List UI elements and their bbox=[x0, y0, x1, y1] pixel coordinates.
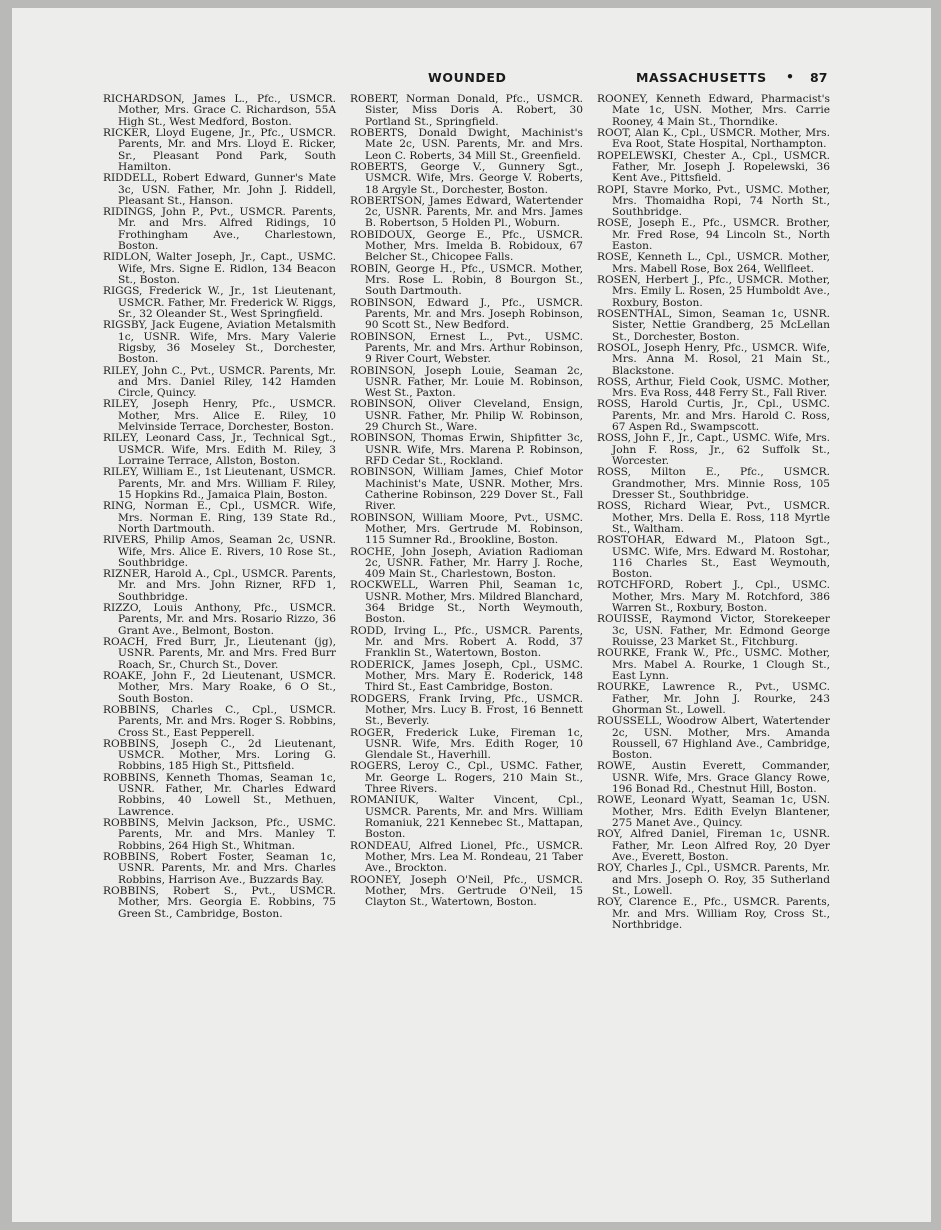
casualty-entry: ROBERTSON, James Edward, Watertender 2c, USNR. Parents, Mr. and Mrs. James B. Robertson, 5 Holden Pl., Woburn. bbox=[350, 194, 583, 230]
casualty-entry: RIZZO, Louis Anthony, Pfc., USMCR. Parents, Mr. and Mrs. Rosario Rizzo, 36 Grant Ave., Belmont, Boston. bbox=[103, 602, 336, 637]
casualty-entry: ROBBINS, Joseph C., 2d Lieutenant, USMCR. Mother, Mrs. Loring G. Robbins, 185 High St., Pittsfield. bbox=[103, 737, 336, 773]
casualty-entry: ROY, Clarence E., Pfc., USMCR. Parents, Mr. and Mrs. William Roy, Cross St., Northbridge. bbox=[597, 896, 830, 931]
casualty-entry: RILEY, William E., 1st Lieutenant, USMCR. Parents, Mr. and Mrs. William F. Riley, 15 Hopkins Rd., Jamaica Plain, Boston. bbox=[103, 466, 336, 501]
casualty-entry: ROUISSE, Raymond Victor, Storekeeper 3c, USN. Father, Mr. Edmond George Rouisse, 23 Market St., Fitchburg. bbox=[597, 613, 830, 648]
casualty-entry: ROBERTS, George V., Gunnery Sgt., USMCR. Wife, Mrs. George V. Roberts, 18 Argyle St., Dorchester, Boston. bbox=[350, 160, 583, 196]
casualty-entry: ROSENTHAL, Simon, Seaman 1c, USNR. Sister, Nettie Grandberg, 25 McLellan St., Dorchester, Boston. bbox=[597, 307, 830, 343]
casualty-entry: RICHARDSON, James L., Pfc., USMCR. Mother, Mrs. Grace C. Richardson, 55A High St., West Medford, Boston. bbox=[103, 93, 336, 128]
casualty-entry: ROSS, Arthur, Field Cook, USMC. Mother, Mrs. Eva Ross, 448 Ferry St., Fall River. bbox=[597, 375, 830, 400]
casualty-entry: RIGGS, Frederick W., Jr., 1st Lieutenant, USMCR. Father, Mr. Frederick W. Riggs, Sr., 32 Oleander St., West Springfield. bbox=[103, 285, 336, 320]
casualty-entry: ROSTOHAR, Edward M., Platoon Sgt., USMC. Wife, Mrs. Edward M. Rostohar, 116 Charles St., East Weymouth, Boston. bbox=[597, 534, 830, 581]
casualty-entry: ROBINSON, Ernest L., Pvt., USMC. Parents, Mr. and Mrs. Arthur Robinson, 9 River Court, Webster. bbox=[350, 330, 583, 366]
casualty-entry: ROSS, Milton E., Pfc., USMCR. Grandmother, Mrs. Minnie Ross, 105 Dresser St., Southbridge. bbox=[597, 466, 830, 501]
casualty-entry: ROBINSON, Joseph Louie, Seaman 2c, USNR. Father, Mr. Louie M. Robinson, West St., Paxton. bbox=[350, 364, 583, 400]
casualty-entry: ROBINSON, William James, Chief Motor Machinist's Mate, USNR. Mother, Mrs. Catherine Robinson, 229 Dover St., Fall River. bbox=[350, 466, 583, 513]
casualty-entry: ROPELEWSKI, Chester A., Cpl., USMCR. Father, Mr. Joseph J. Ropelewski, 36 Kent Ave., Pittsfield. bbox=[597, 149, 830, 185]
running-head bbox=[0, 70, 941, 88]
casualty-entry: ROSOL, Joseph Henry, Pfc., USMCR. Wife, Mrs. Anna M. Rosol, 21 Main St., Blackstone. bbox=[597, 341, 830, 377]
casualty-entry: ROCHE, John Joseph, Aviation Radioman 2c, USNR. Father, Mr. Harry J. Roche, 409 Main St., Charlestown, Boston. bbox=[350, 545, 583, 581]
casualty-entry: RIZNER, Harold A., Cpl., USMCR. Parents, Mr. and Mrs. John Rizner, RFD 1, Southbridge. bbox=[103, 568, 336, 603]
casualty-entry: ROSE, Joseph E., Pfc., USMCR. Brother, Mr. Fred Rose, 94 Lincoln St., North Easton. bbox=[597, 217, 830, 253]
casualty-entry: RIDLON, Walter Joseph, Jr., Capt., USMC. Wife, Mrs. Signe E. Ridlon, 134 Beacon St., Boston. bbox=[103, 251, 336, 286]
casualty-entry: ROSE, Kenneth L., Cpl., USMCR. Mother, Mrs. Mabell Rose, Box 264, Wellfleet. bbox=[597, 251, 830, 275]
casualty-entry: ROBIDOUX, George E., Pfc., USMCR. Mother, Mrs. Imelda B. Robidoux, 67 Belcher St., Chicopee Falls. bbox=[350, 228, 583, 264]
casualty-entry: ROY, Charles J., Cpl., USMCR. Parents, Mr. and Mrs. Joseph O. Roy, 35 Sutherland St., Lowell. bbox=[597, 862, 830, 897]
casualty-entry: ROBBINS, Robert S., Pvt., USMCR. Mother, Mrs. Georgia E. Robbins, 75 Green St., Cambridge, Boston. bbox=[103, 884, 336, 920]
column-right bbox=[597, 94, 830, 931]
casualty-entry: ROURKE, Frank W., Pfc., USMC. Mother, Mrs. Mabel A. Rourke, 1 Clough St., East Lynn. bbox=[597, 647, 830, 682]
casualty-entry: ROOT, Alan K., Cpl., USMCR. Mother, Mrs. Eva Root, State Hospital, Northampton. bbox=[597, 126, 830, 151]
casualty-entry: ROUSSELL, Woodrow Albert, Watertender 2c, USN. Mother, Mrs. Amanda Roussell, 67 Highland Ave., Cambridge, Boston. bbox=[597, 715, 830, 762]
casualty-entry: RILEY, John C., Pvt., USMCR. Parents, Mr. and Mrs. Daniel Riley, 142 Hamden Circle, Quincy. bbox=[103, 364, 336, 400]
casualty-entry: ROBINSON, Edward J., Pfc., USMCR. Parents, Mr. and Mrs. Joseph Robinson, 90 Scott St., New Bedford. bbox=[350, 296, 583, 332]
column-left bbox=[103, 94, 336, 920]
casualty-entry: ROMANIUK, Walter Vincent, Cpl., USMCR. Parents, Mr. and Mrs. William Romaniuk, 221 Kennebec St., Mattapan, Boston. bbox=[350, 794, 583, 841]
casualty-entry: ROBINSON, Thomas Erwin, Shipfitter 3c, USNR. Wife, Mrs. Marena P. Robinson, RFD Cedar St., Rockland. bbox=[350, 432, 583, 467]
casualty-entry: ROTCHFORD, Robert J., Cpl., USMC. Mother, Mrs. Mary M. Rotchford, 386 Warren St., Roxbury, Boston. bbox=[597, 579, 830, 615]
casualty-entry: ROSS, John F., Jr., Capt., USMC. Wife, Mrs. John F. Ross, Jr., 62 Suffolk St., Worcester. bbox=[597, 432, 830, 467]
casualty-entry: ROAKE, John F., 2d Lieutenant, USMCR. Mother, Mrs. Mary Roake, 6 O St., South Boston. bbox=[103, 669, 336, 705]
casualty-entry: RIGSBY, Jack Eugene, Aviation Metalsmith 1c, USNR. Wife, Mrs. Mary Valerie Rigsby, 36 Moseley St., Dorchester, Boston. bbox=[103, 319, 336, 366]
casualty-entry: ROBINSON, William Moore, Pvt., USMC. Mother, Mrs. Gertrude M. Robinson, 115 Sumner Rd., Brookline, Boston. bbox=[350, 511, 583, 547]
casualty-entry: RIDINGS, John P., Pvt., USMCR. Parents, Mr. and Mrs. Alfred Ridings, 10 Frothingham Ave., Charlestown, Boston. bbox=[103, 206, 336, 253]
casualty-entry: RODGERS, Frank Irving, Pfc., USMCR. Mother, Mrs. Lucy B. Frost, 16 Bennett St., Beverly. bbox=[350, 692, 583, 728]
casualty-entry: ROBERT, Norman Donald, Pfc., USMCR. Sister, Miss Doris A. Robert, 30 Portland St., Springfield. bbox=[350, 93, 583, 128]
casualty-entry: RODD, Irving L., Pfc., USMCR. Parents, Mr. and Mrs. Robert A. Rodd, 37 Franklin St., Watertown, Boston. bbox=[350, 624, 583, 660]
casualty-entry: RING, Norman E., Cpl., USMCR. Wife, Mrs. Norman E. Ring, 139 State Rd., North Dartmouth. bbox=[103, 500, 336, 535]
casualty-entry: ROSS, Richard Wiear, Pvt., USMCR. Mother, Mrs. Della E. Ross, 118 Myrtle St., Waltham. bbox=[597, 500, 830, 535]
casualty-entry: ROSEN, Herbert J., Pfc., USMCR. Mother, Mrs. Emily L. Rosen, 25 Humboldt Ave., Roxbury, Boston. bbox=[597, 274, 830, 309]
casualty-entry: RIVERS, Philip Amos, Seaman 2c, USNR. Wife, Mrs. Alice E. Rivers, 10 Rose St., Southbridge. bbox=[103, 534, 336, 569]
casualty-entry: RILEY, Leonard Cass, Jr., Technical Sgt., USMCR. Wife, Mrs. Edith M. Riley, 3 Lorraine Terrace, Allston, Boston. bbox=[103, 432, 336, 467]
casualty-entry: RONDEAU, Alfred Lionel, Pfc., USMCR. Mother, Mrs. Lea M. Rondeau, 21 Taber Ave., Brockton. bbox=[350, 839, 583, 875]
state-title: MASSACHUSETTS bbox=[636, 70, 767, 85]
casualty-entry: ROONEY, Kenneth Edward, Pharmacist's Mate 1c, USN. Mother, Mrs. Carrie Rooney, 4 Main St., Thorndike. bbox=[597, 93, 830, 128]
casualty-entry: ROWE, Austin Everett, Commander, USNR. Wife, Mrs. Grace Glancy Rowe, 196 Bonad Rd., Chestnut Hill, Boston. bbox=[597, 760, 830, 796]
casualty-entry: ROSS, Harold Curtis, Jr., Cpl., USMC. Parents, Mr. and Mrs. Harold C. Ross, 67 Aspen Rd., Swampscott. bbox=[597, 398, 830, 434]
casualty-entry: ROACH, Fred Burr, Jr., Lieutenant (jg), USNR. Parents, Mr. and Mrs. Fred Burr Roach, Sr., Church St., Dover. bbox=[103, 636, 336, 671]
casualty-entry: ROBBINS, Robert Foster, Seaman 1c, USNR. Parents, Mr. and Mrs. Charles Robbins, Harrison Ave., Buzzards Bay. bbox=[103, 850, 336, 886]
casualty-entry: ROCKWELL, Warren Phil, Seaman 1c, USNR. Mother, Mrs. Mildred Blanchard, 364 Bridge St., North Weymouth, Boston. bbox=[350, 579, 583, 626]
header-bullet: • bbox=[786, 69, 795, 84]
casualty-entry: ROGERS, Leroy C., Cpl., USMC. Father, Mr. George L. Rogers, 210 Main St., Three Rivers. bbox=[350, 760, 583, 796]
casualty-entry: ROPI, Stavre Morko, Pvt., USMC. Mother, Mrs. Thomaidha Ropi, 74 North St., Southbridge. bbox=[597, 183, 830, 219]
casualty-entry: ROURKE, Lawrence R., Pvt., USMC. Father, Mr. John J. Rourke, 243 Ghorman St., Lowell. bbox=[597, 681, 830, 716]
page-number: 87 bbox=[810, 70, 828, 85]
casualty-entry: RIDDELL, Robert Edward, Gunner's Mate 3c, USN. Father, Mr. John J. Riddell, Pleasant St., Hanson. bbox=[103, 172, 336, 207]
casualty-entry: ROONEY, Joseph O'Neil, Pfc., USMCR. Mother, Mrs. Gertrude O'Neil, 15 Clayton St., Watertown, Boston. bbox=[350, 873, 583, 909]
section-title: WOUNDED bbox=[428, 70, 507, 85]
casualty-entry: ROBBINS, Kenneth Thomas, Seaman 1c, USNR. Father, Mr. Charles Edward Robbins, 40 Lowell St., Methuen, Lawrence. bbox=[103, 771, 336, 818]
casualty-entry: ROBBINS, Melvin Jackson, Pfc., USMC. Parents, Mr. and Mrs. Manley T. Robbins, 264 High St., Whitman. bbox=[103, 817, 336, 852]
casualty-entry: ROBINSON, Oliver Cleveland, Ensign, USNR. Father, Mr. Philip W. Robinson, 29 Church St., Ware. bbox=[350, 398, 583, 434]
column-middle bbox=[350, 94, 583, 909]
casualty-entry: ROGER, Frederick Luke, Fireman 1c, USNR. Wife, Mrs. Edith Roger, 10 Glendale St., Haverhill. bbox=[350, 726, 583, 762]
casualty-entry: RILEY, Joseph Henry, Pfc., USMCR. Mother, Mrs. Alice E. Riley, 10 Melvinside Terrace, Dorchester, Boston. bbox=[103, 398, 336, 434]
casualty-entry: ROY, Alfred Daniel, Fireman 1c, USNR. Father, Mr. Leon Alfred Roy, 20 Dyer Ave., Everett, Boston. bbox=[597, 828, 830, 863]
casualty-entry: ROWE, Leonard Wyatt, Seaman 1c, USN. Mother, Mrs. Edith Evelyn Blantener, 275 Manet Ave., Quincy. bbox=[597, 794, 830, 829]
casualty-entry: RICKER, Lloyd Eugene, Jr., Pfc., USMCR. Parents, Mr. and Mrs. Lloyd E. Ricker, Sr., Pleasant Pond Park, South Hamilton. bbox=[103, 126, 336, 173]
casualty-entry: ROBIN, George H., Pfc., USMCR. Mother, Mrs. Rose L. Robin, 8 Bourgon St., South Dartmouth. bbox=[350, 262, 583, 298]
casualty-entry: ROBERTS, Donald Dwight, Machinist's Mate 2c, USN. Parents, Mr. and Mrs. Leon C. Roberts, 34 Mill St., Greenfield. bbox=[350, 126, 583, 162]
casualty-entry: ROBBINS, Charles C., Cpl., USMCR. Parents, Mr. and Mrs. Roger S. Robbins, Cross St., East Pepperell. bbox=[103, 703, 336, 739]
casualty-entry: RODERICK, James Joseph, Cpl., USMC. Mother, Mrs. Mary E. Roderick, 148 Third St., East Cambridge, Boston. bbox=[350, 658, 583, 694]
